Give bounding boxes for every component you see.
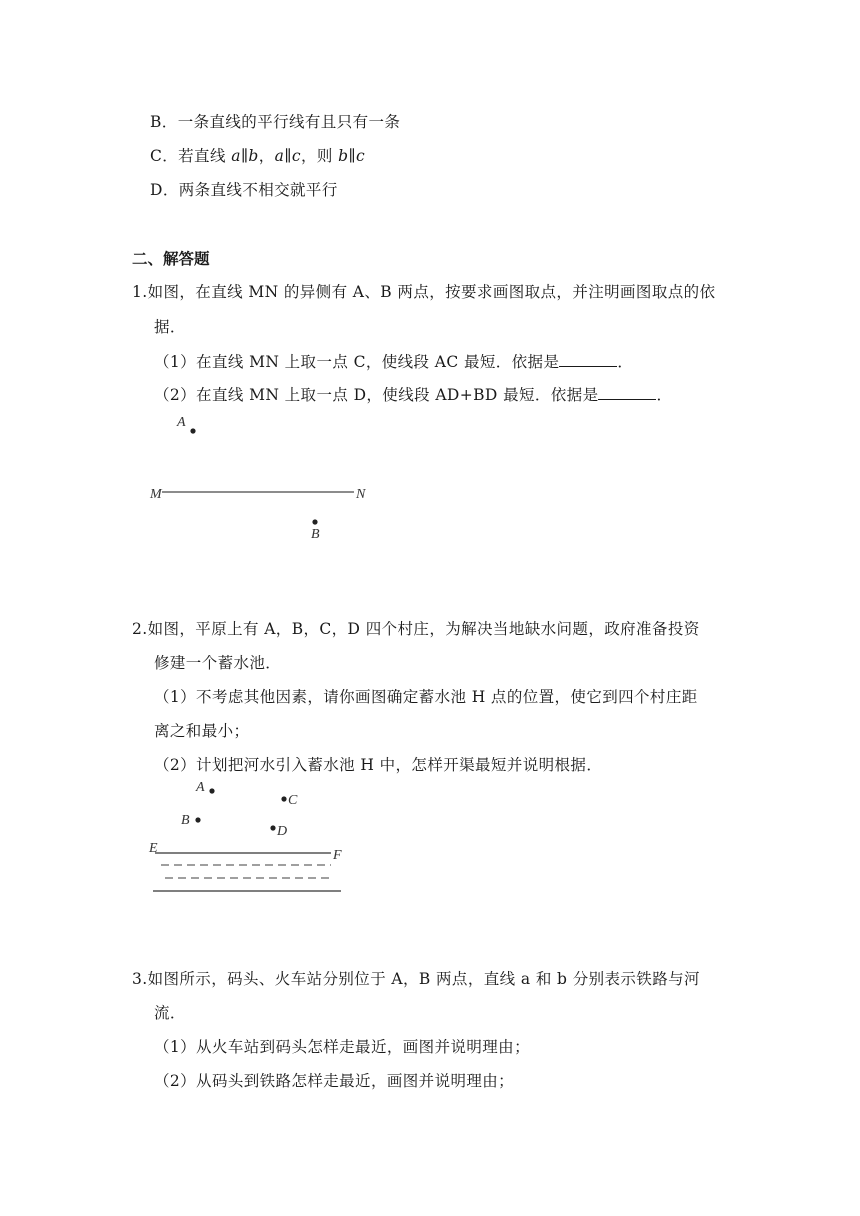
parallel-symbol: ∥ [348,147,356,165]
q3-subquestion-1: （1）从火车站到码头怎样走最近，画图并说明理由； [154,1038,530,1056]
label-n: N [356,487,366,502]
option-c [150,146,365,166]
var-a: a [274,147,285,165]
q2-subquestion-2: （2）计划把河水引入蓄水池 H 中，怎样开渠最短并说明根据． [154,756,603,774]
label-c: C [288,793,298,808]
parallel-symbol: ∥ [284,147,292,165]
option-b: B．一条直线的平行线有且只有一条 [150,113,401,131]
point-a [209,788,214,793]
q1-sub2-end: ． [656,386,673,404]
label-m: M [150,487,162,502]
q1-subquestion-2 [154,385,672,405]
parallel-symbol: ∥ [240,147,249,165]
label-d: D [277,824,288,839]
q2-stem-line2: 修建一个蓄水池． [154,654,282,672]
var-b: b [248,147,259,165]
label-b: B [181,813,190,828]
option-c-sep: ，则 [300,147,339,165]
point-c [281,796,286,801]
option-d: D．两条直线不相交就平行 [150,181,338,199]
q1-subquestion-1 [154,352,633,372]
section-title: 二、解答题 [132,250,210,268]
q3-stem-line2: 流． [154,1004,186,1022]
q1-stem-line2: 据． [154,318,186,336]
answer-blank[interactable] [559,352,617,367]
option-c-prefix: C．若直线 [150,147,232,165]
label-a: A [196,780,205,795]
q1-sub1-end: ． [617,353,634,371]
label-f: F [333,848,342,863]
point-b [312,519,317,524]
q1-stem-line1: 1.如图，在直线 MN 的异侧有 A、B 两点，按要求画图取点，并注明画图取点的依 [132,283,716,301]
q2-figure [145,778,365,898]
q2-subquestion-1b: 离之和最小； [154,722,250,740]
point-a [190,428,195,433]
answer-blank[interactable] [598,385,656,400]
q3-subquestion-2: （2）从码头到铁路怎样走最近，画图并说明理由； [154,1072,515,1090]
label-e: E [149,841,158,856]
q2-subquestion-1a: （1）不考虑其他因素，请你画图确定蓄水池 H 点的位置，使它到四个村庄距 [154,688,698,706]
var-b: b [338,147,349,165]
var-a: a [231,147,241,165]
q2-stem-line1: 2.如图，平原上有 A，B，C，D 四个村庄，为解决当地缺水问题，政府准备投资 [132,620,700,638]
q1-sub2-text: （2）在直线 MN 上取一点 D，使线段 AD+BD 最短．依据是 [154,386,599,404]
point-b [195,817,200,822]
label-a: A [177,415,186,430]
q3-stem-line1: 3.如图所示，码头、火车站分别位于 A，B 两点，直线 a 和 b 分别表示铁路与河 [132,970,700,988]
label-b: B [311,527,320,542]
var-c: c [291,147,301,165]
q1-figure [140,410,380,540]
option-c-sep: ， [258,147,275,165]
q1-sub1-text: （1）在直线 MN 上取一点 C，使线段 AC 最短．依据是 [154,353,560,371]
point-d [270,825,275,830]
var-c: c [355,147,366,165]
